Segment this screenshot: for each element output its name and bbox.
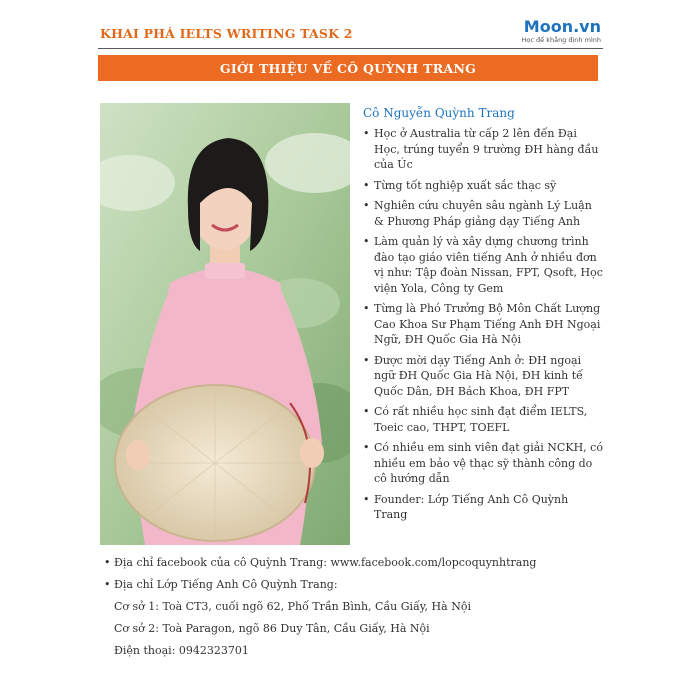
- page-header: [98, 18, 603, 49]
- bio-item: • Được mời dạy Tiếng Anh ở: ĐH ngoại ngữ ĐH Quốc Gia Hà Nội, ĐH kinh tế Quốc Dân, ĐH Bách Khoa, ĐH FPT: [363, 353, 603, 400]
- logo-text: Moon.vn: [523, 17, 601, 36]
- bio-item: • Học ở Australia từ cấp 2 lên đến Đại Học, trúng tuyển 9 trường ĐH hàng đầu của Úc: [363, 126, 603, 173]
- teacher-photo: [100, 103, 350, 545]
- bio-item: • Có nhiều em sinh viên đạt giải NCKH, có nhiều em bảo vệ thạc sỹ thành công do cô hướng dẫn: [363, 440, 603, 487]
- section-title: GIỚI THIỆU VỀ CÔ QUỲNH TRANG: [98, 55, 598, 81]
- branch-1-address: Cơ sở 1: Toà CT3, cuối ngõ 62, Phố Trần Bình, Cầu Giấy, Hà Nội: [114, 600, 471, 613]
- teacher-name: Cô Nguyễn Quỳnh Trang: [363, 106, 515, 120]
- moon-logo: [522, 18, 602, 44]
- bio-item: • Có rất nhiều học sinh đạt điểm IELTS, Toeic cao, THPT, TOEFL: [363, 404, 603, 435]
- bio-item: • Làm quản lý và xây dựng chương trình đào tạo giáo viên tiếng Anh ở nhiều đơn vị như: Tập đoàn Nissan, FPT, Qsoft, Học viện Yola, Công ty Gem: [363, 234, 603, 296]
- bio-item: • Từng tốt nghiệp xuất sắc thạc sỹ: [363, 178, 603, 194]
- bio-item: • Founder: Lớp Tiếng Anh Cô Quỳnh Trang: [363, 492, 603, 523]
- bio-item: • Từng là Phó Trưởng Bộ Môn Chất Lượng Cao Khoa Sư Phạm Tiếng Anh ĐH Ngoại Ngữ, ĐH Quốc Gia Hà Nội: [363, 301, 603, 348]
- branch-2-address: Cơ sở 2: Toà Paragon, ngõ 86 Duy Tân, Cầu Giấy, Hà Nội: [114, 622, 430, 635]
- bio-list: [363, 126, 603, 523]
- bio-item: • Nghiên cứu chuyên sâu ngành Lý Luận & Phương Pháp giảng dạy Tiếng Anh: [363, 198, 603, 229]
- phone-number: Điện thoại: 0942323701: [114, 644, 249, 657]
- contact-section: [104, 555, 624, 665]
- book-title: KHAI PHÁ IELTS WRITING TASK 2: [100, 26, 353, 41]
- profile-panel: [363, 104, 603, 528]
- facebook-line: • Địa chỉ facebook của cô Quỳnh Trang: www.facebook.com/lopcoquynhtrang: [104, 555, 624, 570]
- address-heading: • Địa chỉ Lớp Tiếng Anh Cô Quỳnh Trang:: [104, 577, 624, 592]
- logo-tagline: Học để khẳng định mình: [521, 36, 601, 44]
